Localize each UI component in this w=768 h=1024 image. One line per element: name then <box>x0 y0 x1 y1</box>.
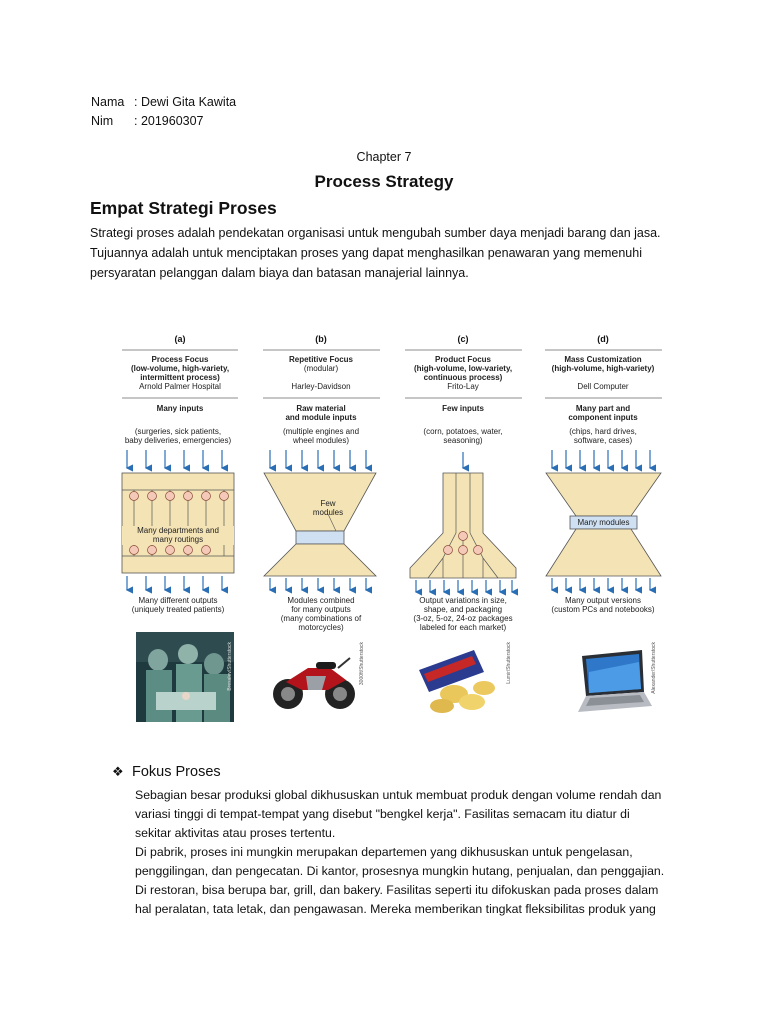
diagram-c <box>410 452 516 592</box>
nim-value: : 201960307 <box>134 114 204 128</box>
figure-b-inputs: and module inputs <box>285 413 357 422</box>
figure-b-example: Harley-Davidson <box>291 382 351 391</box>
chips-photo <box>414 632 512 722</box>
body-line: penggilingan, dan pengecatan. Di kantor, prosesnya mungkin hutang, penjualan, dan penggajian. <box>135 864 665 878</box>
figure-a-inputs-detail: baby deliveries, emergencies) <box>124 436 232 445</box>
section-heading: Empat Strategi Proses <box>90 198 277 218</box>
figure-b-title-sub: (modular) <box>303 364 339 373</box>
chapter-label: Chapter 7 <box>356 150 412 164</box>
diamond-bullet-icon: ❖ <box>112 764 124 779</box>
figure-d-inputs-detail: software, cases) <box>573 436 633 445</box>
nim-label: Nim <box>91 114 114 128</box>
figure-a-example: Arnold Palmer Hospital <box>139 382 221 391</box>
figure-b-inputs-detail: (multiple engines and <box>282 427 360 436</box>
diagram-a <box>122 450 234 590</box>
body-line: Di restoran, bisa berupa bar, grill, dan bakery. Fasilitas seperti itu difokuskan pada proses dalam <box>135 883 659 897</box>
figure-c-title-sub: continuous process) <box>423 373 503 382</box>
figure-c-inputs-detail: seasoning) <box>443 436 483 445</box>
body-line: sekitar aktivitas atau proses tertentu. <box>135 826 336 840</box>
page-title: Process Strategy <box>314 172 454 191</box>
bullet-heading-text: Fokus Proses <box>132 764 221 780</box>
name-value: : Dewi Gita Kawita <box>134 95 237 109</box>
body-line: variasi tinggi di tempat-tempat yang disebut "bengkel kerja". Fasilitas semacam itu diatur di <box>135 807 630 821</box>
figure-b-middle: Few <box>320 499 336 508</box>
figure-b-title: Repetitive Focus <box>288 355 353 364</box>
figure-d-example: Dell Computer <box>577 382 629 391</box>
fokus-proses-heading <box>112 764 221 780</box>
figure-c-title-sub: (high-volume, low-variety, <box>413 364 513 373</box>
name-label: Nama <box>91 95 125 109</box>
student-name-row <box>91 95 236 109</box>
laptop-photo <box>560 632 658 722</box>
figure-a-outputs: Many different outputs <box>138 596 218 605</box>
diagram-b <box>264 450 376 590</box>
motorcycle-image <box>268 632 366 722</box>
figure-b-inputs-detail: wheel modules) <box>292 436 350 445</box>
figure-c-title: Product Focus <box>434 355 491 364</box>
figure-d-title: Mass Customization <box>564 355 642 364</box>
intro-line: persyaratan pelanggan dalam biaya dan batasan manajerial lainnya. <box>90 266 469 280</box>
figure-c-example: Frito-Lay <box>447 382 479 391</box>
figure-a-inputs-detail: (surgeries, sick patients, <box>134 427 222 436</box>
intro-paragraph <box>90 223 690 283</box>
figure-b-middle: modules <box>312 508 344 517</box>
body-line: hal peralatan, tata letak, dan pengawasan. Mereka memberikan tingkat fleksibilitas produk yang <box>135 902 656 916</box>
motorcycle-photo <box>268 632 366 722</box>
figure-c-outputs: (3-oz, 5-oz, 24-oz packages <box>413 614 513 623</box>
figure-d-inputs: component inputs <box>568 413 638 422</box>
figure-d-outputs: Many output versions <box>564 596 642 605</box>
figure-a-inputs: Many inputs <box>156 404 204 413</box>
intro-line: Tujuannya adalah untuk menciptakan proses yang dapat menghasilkan penawaran yang memenuhi <box>90 246 642 260</box>
surgery-image <box>136 632 234 722</box>
figure-a-title-sub: intermittent process) <box>140 373 220 382</box>
figure-d-middle: Many modules <box>577 518 630 527</box>
chips-photo-credit: Lumir/Shutterstock <box>506 642 512 684</box>
body-line: Di pabrik, proses ini mungkin merupakan departemen yang dikhususkan untuk pengelasan, <box>135 845 633 859</box>
figure-d-title-sub: (high-volume, high-variety) <box>551 364 655 373</box>
figure-a-middle: Many departments and <box>122 526 234 536</box>
figure-c-inputs: Few inputs <box>442 404 484 413</box>
body-line: Sebagian besar produksi global dikhususkan untuk membuat produk dengan volume rendah dan <box>135 788 662 802</box>
student-nim-row <box>91 114 204 128</box>
figure-b-tag: (b) <box>315 334 327 344</box>
chips-image <box>414 632 512 722</box>
figure-b-inputs: Raw material <box>296 404 346 413</box>
intro-line: Strategi proses adalah pendekatan organisasi untuk mengubah sumber daya menjadi barang dan jasa. <box>90 226 661 240</box>
figure-b-outputs: motorcycles) <box>298 623 344 632</box>
laptop-image <box>560 632 658 722</box>
figure-a-middle: many routings <box>122 535 234 545</box>
motorcycle-photo-credit: 3000ft/Shutterstock <box>359 642 365 686</box>
figure-c-outputs: shape, and packaging <box>423 605 503 614</box>
figure-d-outputs: (custom PCs and notebooks) <box>551 605 655 614</box>
surgery-photo <box>136 632 234 722</box>
figure-c-inputs-detail: (corn, potatoes, water, <box>423 427 503 436</box>
figure-c-outputs: Output variations in size, <box>419 596 507 605</box>
figure-a-outputs: (uniquely treated patients) <box>131 605 225 614</box>
figure-d-tag: (d) <box>597 334 609 344</box>
figure-c-tag: (c) <box>457 334 469 344</box>
figure-a-title-sub: (low-volume, high-variety, <box>130 364 230 373</box>
body-paragraph <box>135 786 695 919</box>
surgery-photo-credit: Bresalev/Shutterstock <box>227 642 233 691</box>
figure-b-outputs: (many combinations of <box>280 614 362 623</box>
figure-d-inputs: Many part and <box>575 404 631 413</box>
figure-d-inputs-detail: (chips, hard drives, <box>569 427 637 436</box>
figure-a-title: Process Focus <box>151 355 209 364</box>
figure-c-outputs: labeled for each market) <box>419 623 507 632</box>
figure-a-tag: (a) <box>174 334 186 344</box>
laptop-photo-credit: Alexander/Shutterstock <box>651 642 657 694</box>
figure-b-outputs: for many outputs <box>291 605 351 614</box>
figure-b-outputs: Modules combined <box>287 596 355 605</box>
